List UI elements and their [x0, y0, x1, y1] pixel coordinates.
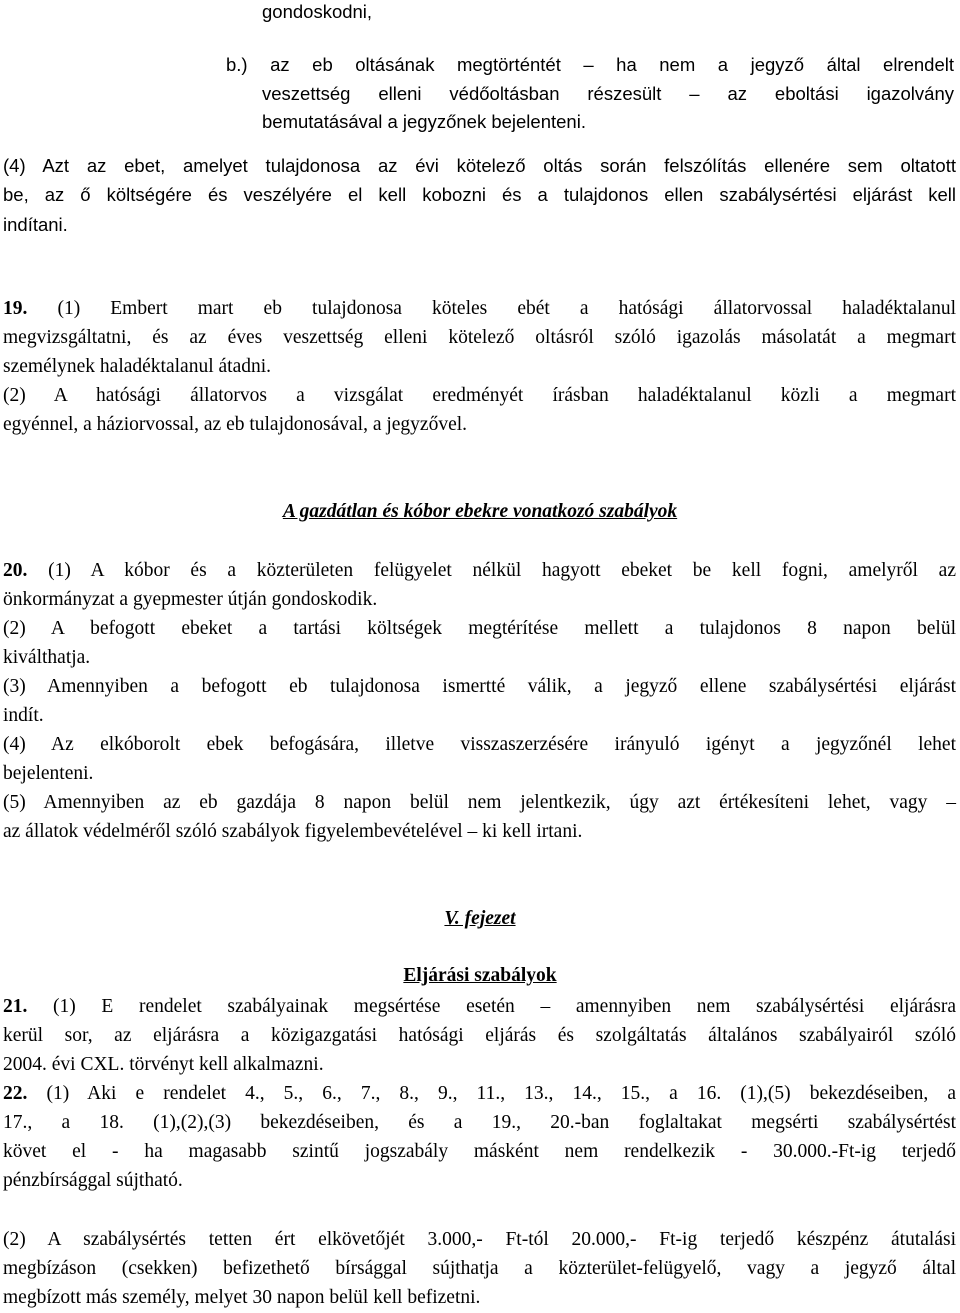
- paragraph-line: követ el - ha magasabb szintű jogszabály másként nem rendelkezik - 30.000.-Ft-ig terjedő: [3, 1141, 956, 1162]
- paragraph-line: [3, 559, 956, 583]
- section-text: (1) E rendelet szabályainak megsértése esetén – amennyiben nem szabálysértési eljárásra: [27, 996, 956, 1017]
- paragraph-line: (4) Az elkóborolt ebek befogására, illetve visszaszerzésére irányuló igényt a jegyzőnél lehet: [3, 734, 956, 755]
- section-number: 20.: [3, 560, 28, 581]
- paragraph-line: (4) Azt az ebet, amelyet tulajdonosa az évi kötelező oltás során felszólítás ellenére sem oltatott: [3, 155, 956, 176]
- paragraph-line: bejelenteni.: [3, 763, 94, 784]
- paragraph-line: 2004. évi CXL. törvényt kell alkalmazni.: [3, 1054, 324, 1075]
- section-number: 21.: [3, 996, 28, 1017]
- paragraph-line: önkormányzat a gyepmester útján gondoskodik.: [3, 589, 378, 610]
- paragraph-line: be, az ő költségére és veszélyére el kell kobozni és a tulajdonos ellen szabálysértési eljárást kell: [3, 184, 956, 205]
- paragraph-line: veszettség elleni védőoltásban részesült – az eboltási igazolvány: [262, 83, 954, 104]
- paragraph-line: kiválthatja.: [3, 647, 91, 668]
- paragraph-line: (2) A hatósági állatorvos a vizsgálat eredményét írásban haladéktalanul közli a megmart: [3, 385, 956, 406]
- paragraph-line: megvizsgáltatni, és az éves veszettség elleni kötelező oltásról szóló igazolás másolatát a megmart: [3, 327, 956, 348]
- paragraph-line: pénzbírsággal sújtható.: [3, 1170, 183, 1191]
- chapter-title: V. fejezet: [444, 908, 516, 929]
- section-text: (1) Aki e rendelet 4., 5., 6., 7., 8., 9., 11., 13., 14., 15., a 16. (1),(5) bekezdéseiben, a: [27, 1083, 956, 1104]
- section-text: (1) A kóbor és a közterületen felügyelet nélkül hagyott ebeket be kell fogni, amelyről az: [27, 560, 956, 581]
- section-text: (1) Embert mart eb tulajdonosa köteles ebét a hatósági állatorvossal haladéktalanul: [27, 298, 956, 319]
- paragraph-line: az állatok védelméről szóló szabályok figyelembevételével – ki kell irtani.: [3, 821, 583, 842]
- paragraph-line: megbízáson (csekken) befizethető bírsággal sújthatja a közterület-felügyelő, vagy a jegyző által: [3, 1258, 956, 1279]
- paragraph-line: [3, 297, 956, 321]
- section-heading: A gazdátlan és kóbor ebekre vonatkozó szabályok: [282, 501, 678, 522]
- paragraph-line: 17., a 18. (1),(2),(3) bekezdéseiben, és a 19., 20.-ban foglaltakat megsérti szabálysértést: [3, 1112, 956, 1133]
- paragraph-line: személynek haladéktalanul átadni.: [3, 356, 272, 377]
- paragraph-line: egyénnel, a háziorvossal, az eb tulajdonosával, a jegyzővel.: [3, 414, 468, 435]
- paragraph-line: [3, 1082, 956, 1106]
- paragraph-line: megbízott más személy, melyet 30 napon belül kell befizetni.: [3, 1287, 481, 1308]
- paragraph-line: bemutatásával a jegyzőnek bejelenteni.: [262, 111, 586, 132]
- paragraph-line: [3, 995, 956, 1019]
- paragraph-line: (3) Amennyiben a befogott eb tulajdonosa ismertté válik, a jegyző ellene szabálysértési eljárást: [3, 676, 956, 697]
- paragraph-line: indítani.: [3, 214, 68, 235]
- paragraph-line: gondoskodni,: [262, 1, 373, 22]
- paragraph-line: (2) A szabálysértés tetten ért elkövetőjét 3.000,- Ft-tól 20.000,- Ft-ig terjedő készpénz átutalási: [3, 1229, 956, 1250]
- paragraph-line: kerül sor, az eljárásra a közigazgatási hatósági eljárás és szolgáltatás általános szabályairól szóló: [3, 1025, 956, 1046]
- section-number: 19.: [3, 298, 28, 319]
- paragraph-line: (5) Amennyiben az eb gazdája 8 napon belül nem jelentkezik, úgy azt értékesíteni lehet, vagy –: [3, 792, 956, 813]
- paragraph-line: indít.: [3, 705, 44, 726]
- paragraph-line: (2) A befogott ebeket a tartási költségek megtérítése mellett a tulajdonos 8 napon belül: [3, 618, 956, 639]
- section-heading: Eljárási szabályok: [403, 965, 557, 986]
- section-number: 22.: [3, 1083, 28, 1104]
- paragraph-line: b.) az eb oltásának megtörténtét – ha nem a jegyző által elrendelt: [226, 54, 954, 75]
